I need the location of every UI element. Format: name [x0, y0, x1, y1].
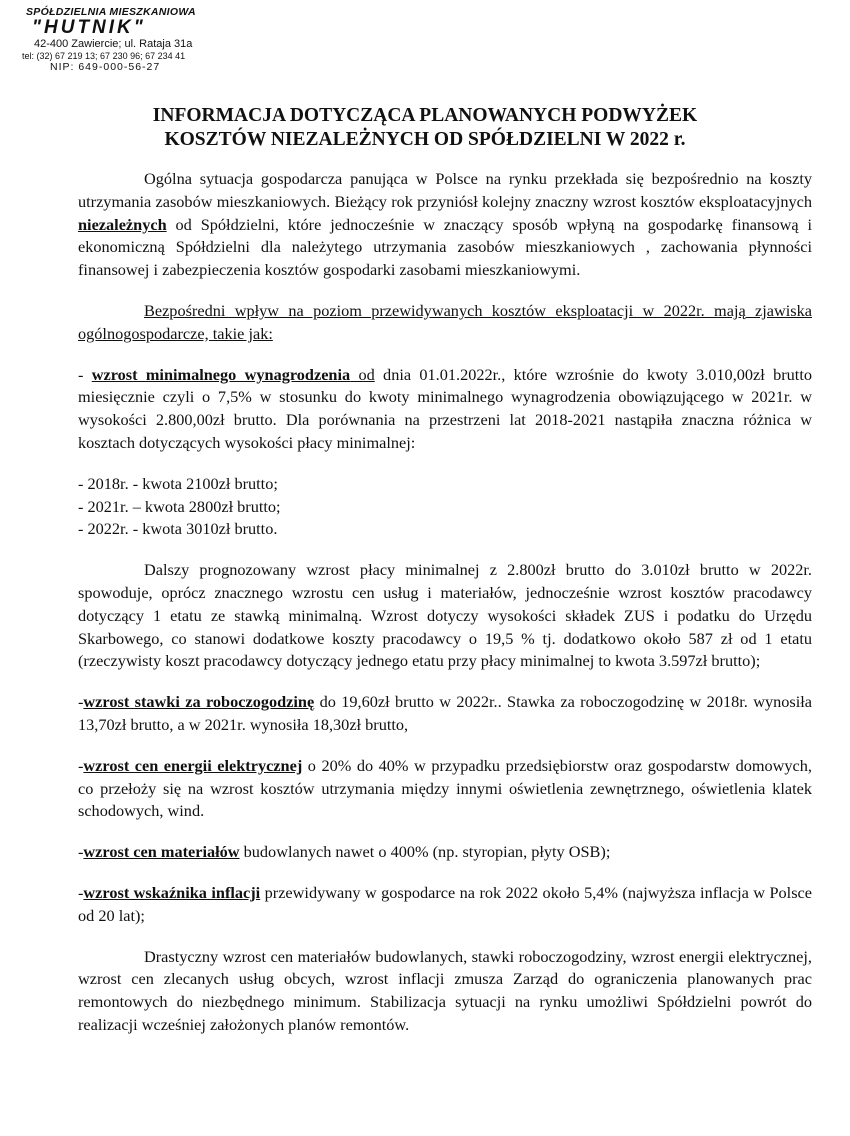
dash: - — [78, 364, 92, 384]
document-title — [0, 104, 850, 152]
paragraph-intro — [78, 168, 812, 282]
text: od Spółdzielni, które jednocześnie w znaczący sposób wpłyną na gospodarkę finansową i ekonomiczną Spółdzielni dla należytego utrzymania zasobów mieszkaniowych , zachowania płynności finansowej i zabezpieczenia kosztów gospodarki zasobami mieszkaniowymi. — [78, 214, 812, 280]
text: do 19,60zł brutto w 2022r.. Stawka za roboczogodzinę w 2018r. wynosiła 13,70zł brutto, a w 2021r. wynosiła 18,30zł brutto, — [78, 692, 813, 734]
text: Ogólna sytuacja gospodarcza panująca w Polsce na rynku przekłada się bezpośrednio na koszty utrzymania zasobów mieszkaniowych. Bieżący rok przyniósł kolejny znaczny wzrost kosztów eksploatacyjnych — [78, 169, 812, 211]
paragraph-hourly-rate — [78, 691, 812, 737]
letterhead-nip: NIP: 649-000-56-27 — [50, 60, 161, 73]
paragraph-materials — [78, 841, 812, 864]
title-line-2: KOSZTÓW NIEZALEŻNYCH OD SPÓŁDZIELNI W 2022 r. — [164, 129, 686, 150]
letterhead-org: SPÓŁDZIELNIA MIESZKANIOWA — [26, 6, 196, 18]
letterhead-brand: "HUTNIK" — [32, 17, 146, 39]
list-item: - 2022r. - kwota 3010zł brutto. — [78, 519, 278, 539]
letterhead — [22, 6, 242, 73]
paragraph-energy — [78, 755, 812, 823]
dash: - — [78, 882, 84, 902]
letterhead-tel: tel: (32) 67 219 13; 67 230 96; 67 234 41 — [22, 50, 186, 61]
emphasis-energy: wzrost cen energii elektrycznej — [83, 755, 303, 775]
emphasis-niezaleznych: niezależnych — [78, 214, 167, 234]
text: przewidywany w gospodarce na rok 2022 około 5,4% (najwyższa inflacja w Polsce od 20 lat); — [78, 882, 812, 925]
title-line-1: INFORMACJA DOTYCZĄCA PLANOWANYCH PODWYŻEK — [152, 105, 698, 126]
emphasis-inflation: wzrost wskaźnika inflacji — [83, 882, 261, 902]
wage-list — [78, 473, 812, 541]
dash: - — [78, 755, 84, 775]
paragraph-influence: Bezpośredni wpływ na poziom przewidywanych kosztów eksploatacji w 2022r. mają zjawiska ogólnogospodarcze, takie jak: — [78, 300, 812, 343]
paragraph-forecast: Dalszy prognozowany wzrost płacy minimalnej z 2.800zł brutto do 3.010zł brutto w 2022r. spowoduje, oprócz znacznego wzrostu cen usług i materiałów, jednocześnie wzrost kosztów pracodawcy dotyczący 1 etatu ze stawką minimalną. Wzrost dotyczy wysokości składek ZUS i podatku do Urzędu Skarbowego, co stanowi dodatkowe koszty pracodawcy o 19,5 % tj. dodatkowo około 587 zł od 1 etatu (rzeczywisty koszt pracodawcy dotyczący jednego etatu przy płacy minimalnej to kwota 3.597zł brutto); — [78, 560, 812, 671]
emphasis-minimum-wage: wzrost minimalnego wynagrodzenia — [91, 364, 351, 384]
dash: - — [78, 842, 84, 862]
list-item: - 2018r. - kwota 2100zł brutto; — [78, 473, 278, 493]
paragraph-minimum-wage — [78, 364, 812, 455]
dash: - — [78, 692, 84, 712]
underlined-text: od — [350, 364, 375, 384]
text: dnia 01.01.2022r., które wzrośnie do kwoty 3.010,00zł brutto miesięcznie czyli o 7,5% w stosunku do kwoty minimalnego wynagrodzenia obowiązującego w 2021r. w wysokości 2.800,00zł brutto. Dla porównania na przestrzeni lat 2018-2021 nastąpiła znaczna różnica w kosztach dotyczących wysokości płacy minimalnej: — [78, 364, 812, 452]
emphasis-hourly-rate: wzrost stawki za roboczogodzinę — [83, 692, 315, 712]
text: budowlanych nawet o 400% (np. styropian, płyty OSB); — [239, 842, 611, 862]
emphasis-materials: wzrost cen materiałów — [83, 842, 240, 862]
text: o 20% do 40% w przypadku przedsiębiorstw oraz gospodarstw domowych, co przełoży się na wzrost kosztów utrzymania między innymi oświetlenia zewnętrznego, oświetlenia klatek schodowych, wind. — [78, 755, 812, 821]
list-item: - 2021r. – kwota 2800zł brutto; — [78, 496, 281, 516]
letterhead-address: 42-400 Zawiercie; ul. Rataja 31a — [34, 38, 193, 50]
paragraph-inflation — [78, 882, 812, 928]
document-body — [78, 168, 812, 1037]
paragraph-conclusion: Drastyczny wzrost cen materiałów budowlanych, stawki roboczogodziny, wzrost energii elektrycznej, wzrost cen zlecanych usług obcych, wzrost inflacji zmusza Zarząd do ograniczenia planowanych prac remontowych do niezbędnego minimum. Stabilizacja sytuacji na rynku umożliwi Spółdzielni powrót do realizacji wcześniej założonych planów remontów. — [78, 946, 812, 1034]
